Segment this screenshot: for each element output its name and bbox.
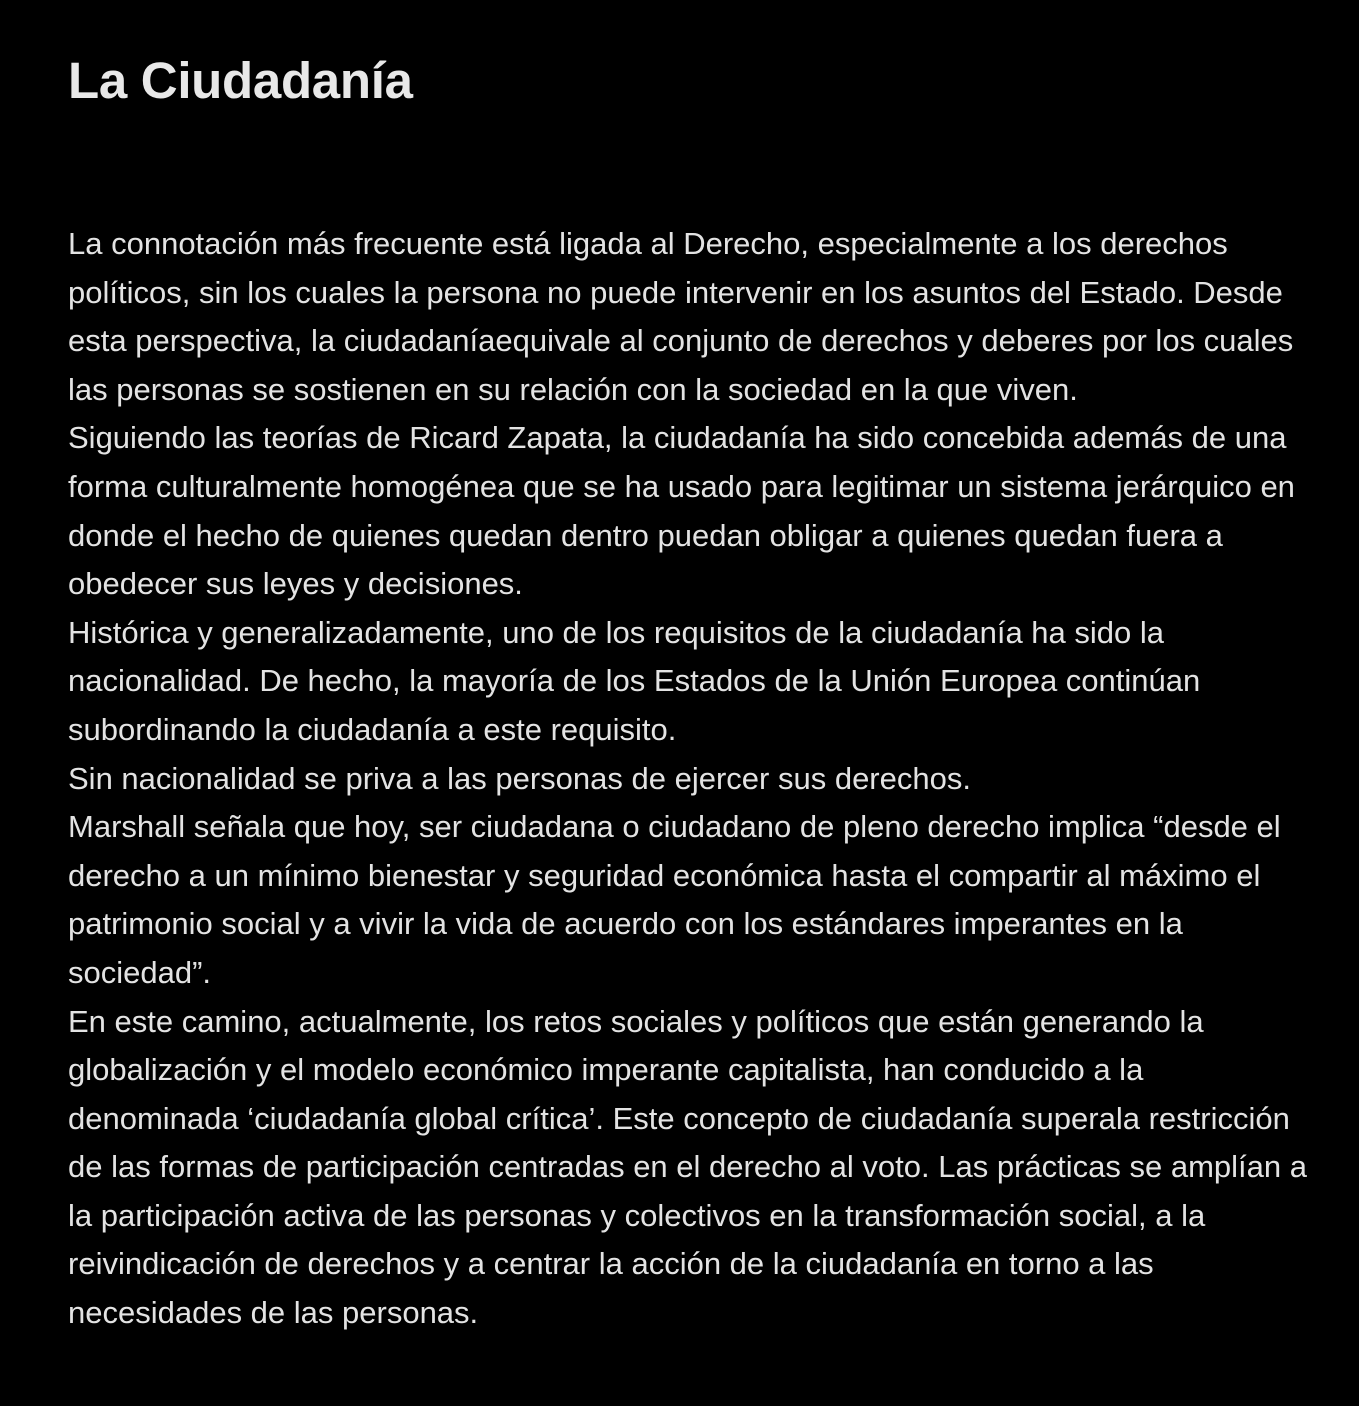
paragraph-marshall: Marshall señala que hoy, ser ciudadana o ciudadano de pleno derecho implica “desde el derecho a un mínimo bienestar y seguridad económica hasta el compartir al máximo el patrimonio social y a vivir la vida de acuerdo con los estándares imperantes en la sociedad”. [68, 809, 1281, 990]
paragraph-connotation: La connotación más frecuente está ligada al Derecho, especialmente a los derechos políticos, sin los cuales la persona no puede intervenir en los asuntos del Estado. Desde esta perspectiva, la ciudadaníaequivale al conjunto de derechos y deberes por los cuales las personas se sostienen en su relación con la sociedad en la que viven. [68, 226, 1294, 407]
paragraph-nationality: Histórica y generalizadamente, uno de los requisitos de la ciudadanía ha sido la nacionalidad. De hecho, la mayoría de los Estados de la Unión Europea continúan subordinando la ciudadanía a este requisito. [68, 614, 1201, 747]
document-page [68, 0, 1308, 1338]
paragraph-zapata: Siguiendo las teorías de Ricard Zapata, la ciudadanía ha sido concebida además de una forma culturalmente homogénea que se ha usado para legitimar un sistema jerárquico en donde el hecho de quienes quedan dentro puedan obligar a quienes quedan fuera a obedecer sus leyes y decisiones. [68, 420, 1295, 602]
paragraph-global-citizenship: En este camino, actualmente, los retos sociales y políticos que están generando la globalización y el modelo económico imperante capitalista, han conducido a la denominada ‘ciudadanía global crítica’. Este concepto de ciudadanía superala restricción de las formas de participación centradas en el derecho al voto. Las prácticas se amplían a la participación activa de las personas y colectivos en la transformación social, a la reivindicación de derechos y a centrar la acción de la ciudadanía en torno a las necesidades de las personas. [68, 1003, 1307, 1331]
paragraph-rights: Sin nacionalidad se priva a las personas de ejercer sus derechos. [68, 760, 971, 796]
document-body [68, 220, 1308, 1338]
document-title: La Ciudadanía [68, 52, 413, 109]
